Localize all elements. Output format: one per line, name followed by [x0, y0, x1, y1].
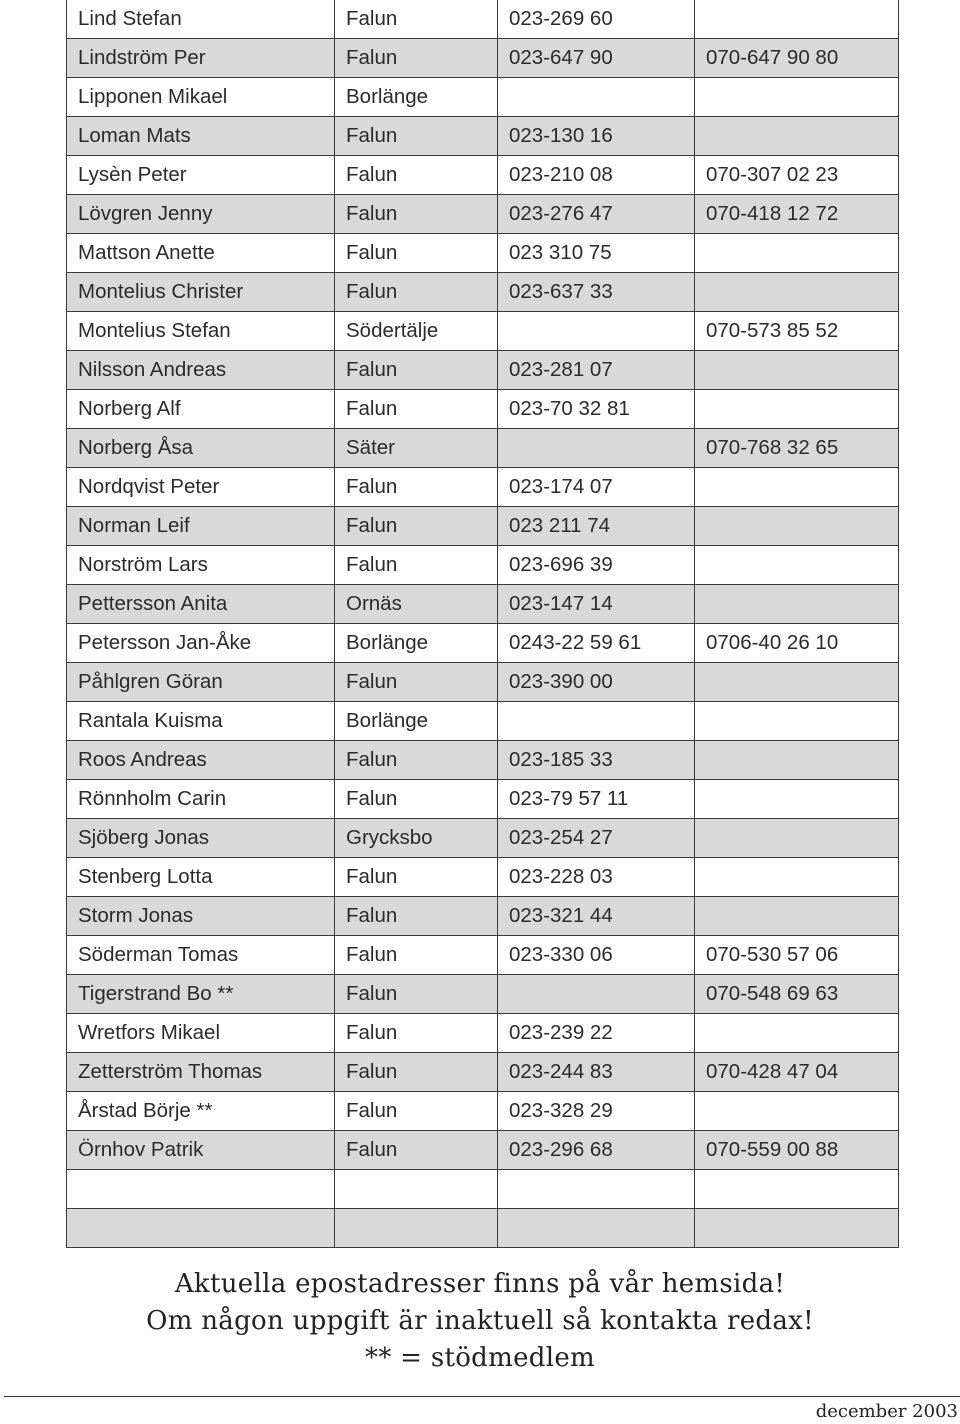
table-row — [67, 468, 899, 507]
table-row — [67, 390, 899, 429]
table-row — [67, 195, 899, 234]
member-city-cell: Borlänge — [335, 624, 498, 663]
member-name-cell: Årstad Börje ** — [67, 1092, 335, 1131]
member-mobile-cell — [695, 858, 899, 897]
table-row — [67, 1131, 899, 1170]
member-mobile-cell: 070-559 00 88 — [695, 1131, 899, 1170]
table-row — [67, 741, 899, 780]
member-name-cell: Pettersson Anita — [67, 585, 335, 624]
member-mobile-cell: 070-307 02 23 — [695, 156, 899, 195]
member-mobile-cell — [695, 819, 899, 858]
member-city-cell: Falun — [335, 936, 498, 975]
member-city-cell: Ornäs — [335, 585, 498, 624]
member-name-cell — [67, 1170, 335, 1209]
member-city-cell: Falun — [335, 507, 498, 546]
member-city-cell: Säter — [335, 429, 498, 468]
member-phone-cell: 023-281 07 — [498, 351, 695, 390]
member-phone-cell: 023-130 16 — [498, 117, 695, 156]
member-mobile-cell: 070-428 47 04 — [695, 1053, 899, 1092]
member-name-cell: Påhlgren Göran — [67, 663, 335, 702]
member-city-cell: Falun — [335, 546, 498, 585]
member-city-cell: Falun — [335, 1092, 498, 1131]
table-row — [67, 936, 899, 975]
member-city-cell: Falun — [335, 975, 498, 1014]
member-city-cell: Falun — [335, 234, 498, 273]
table-row — [67, 1170, 899, 1209]
member-city-cell: Falun — [335, 195, 498, 234]
member-city-cell: Falun — [335, 390, 498, 429]
member-mobile-cell: 070-573 85 52 — [695, 312, 899, 351]
member-mobile-cell — [695, 1170, 899, 1209]
table-row — [67, 585, 899, 624]
member-phone-cell: 023-696 39 — [498, 546, 695, 585]
member-city-cell: Falun — [335, 156, 498, 195]
email-note: Aktuella epostadresser finns på vår hemsida! — [174, 1269, 786, 1299]
member-mobile-cell: 0706-40 26 10 — [695, 624, 899, 663]
supporter-legend: ** = stödmedlem — [365, 1343, 595, 1373]
table-row — [67, 156, 899, 195]
member-city-cell: Falun — [335, 1053, 498, 1092]
member-phone-cell: 023-210 08 — [498, 156, 695, 195]
member-name-cell: Söderman Tomas — [67, 936, 335, 975]
page-rule — [4, 1396, 960, 1397]
member-name-cell: Petersson Jan-Åke — [67, 624, 335, 663]
table-row — [67, 858, 899, 897]
member-city-cell: Falun — [335, 897, 498, 936]
member-city-cell: Falun — [335, 273, 498, 312]
member-phone-cell: 023-228 03 — [498, 858, 695, 897]
member-mobile-cell — [695, 585, 899, 624]
member-name-cell: Norberg Åsa — [67, 429, 335, 468]
member-city-cell: Falun — [335, 741, 498, 780]
table-row — [67, 1053, 899, 1092]
table-row — [67, 234, 899, 273]
member-name-cell: Lövgren Jenny — [67, 195, 335, 234]
member-name-cell: Zetterström Thomas — [67, 1053, 335, 1092]
member-mobile-cell — [695, 78, 899, 117]
member-city-cell: Falun — [335, 351, 498, 390]
table-row — [67, 819, 899, 858]
member-city-cell: Falun — [335, 780, 498, 819]
member-city-cell: Falun — [335, 1131, 498, 1170]
member-name-cell: Montelius Christer — [67, 273, 335, 312]
member-city-cell: Falun — [335, 858, 498, 897]
table-row — [67, 624, 899, 663]
member-city-cell: Borlänge — [335, 702, 498, 741]
member-phone-cell: 023-296 68 — [498, 1131, 695, 1170]
member-phone-cell: 023-147 14 — [498, 585, 695, 624]
member-phone-cell: 023-174 07 — [498, 468, 695, 507]
member-phone-cell — [498, 702, 695, 741]
contact-note: Om någon uppgift är inaktuell så kontakta redax! — [146, 1306, 814, 1336]
member-city-cell: Falun — [335, 1014, 498, 1053]
member-phone-cell: 023-637 33 — [498, 273, 695, 312]
member-mobile-cell — [695, 1092, 899, 1131]
member-name-cell: Norberg Alf — [67, 390, 335, 429]
member-mobile-cell: 070-647 90 80 — [695, 39, 899, 78]
table-row — [67, 78, 899, 117]
table-row — [67, 663, 899, 702]
member-mobile-cell — [695, 780, 899, 819]
member-name-cell — [67, 1209, 335, 1248]
member-mobile-cell — [695, 390, 899, 429]
member-city-cell: Falun — [335, 39, 498, 78]
member-name-cell: Wretfors Mikael — [67, 1014, 335, 1053]
member-mobile-cell — [695, 741, 899, 780]
member-name-cell: Lind Stefan — [67, 0, 335, 39]
footer-notes — [0, 1266, 960, 1377]
member-phone-cell: 023-328 29 — [498, 1092, 695, 1131]
table-row — [67, 702, 899, 741]
member-phone-cell: 023 310 75 — [498, 234, 695, 273]
table-row — [67, 273, 899, 312]
member-phone-cell — [498, 429, 695, 468]
member-mobile-cell — [695, 546, 899, 585]
member-phone-cell: 023-321 44 — [498, 897, 695, 936]
member-phone-cell: 023-254 27 — [498, 819, 695, 858]
table-row — [67, 429, 899, 468]
table-row — [67, 780, 899, 819]
member-name-cell: Loman Mats — [67, 117, 335, 156]
member-phone-cell: 023-276 47 — [498, 195, 695, 234]
member-phone-cell — [498, 1209, 695, 1248]
table-row — [67, 1014, 899, 1053]
table-row — [67, 0, 899, 39]
member-phone-cell: 023-269 60 — [498, 0, 695, 39]
table-row — [67, 897, 899, 936]
member-name-cell: Stenberg Lotta — [67, 858, 335, 897]
table-row — [67, 975, 899, 1014]
member-phone-cell: 023-390 00 — [498, 663, 695, 702]
member-mobile-cell — [695, 1209, 899, 1248]
member-name-cell: Rönnholm Carin — [67, 780, 335, 819]
member-city-cell: Falun — [335, 663, 498, 702]
member-city-cell: Falun — [335, 117, 498, 156]
member-phone-cell: 0243-22 59 61 — [498, 624, 695, 663]
member-name-cell: Norström Lars — [67, 546, 335, 585]
member-phone-cell — [498, 1170, 695, 1209]
member-mobile-cell: 070-530 57 06 — [695, 936, 899, 975]
issue-date: december 2003 — [815, 1401, 958, 1422]
member-mobile-cell — [695, 234, 899, 273]
member-mobile-cell: 070-418 12 72 — [695, 195, 899, 234]
member-city-cell: Falun — [335, 0, 498, 39]
table-row — [67, 117, 899, 156]
table-row — [67, 1092, 899, 1131]
member-name-cell: Rantala Kuisma — [67, 702, 335, 741]
member-phone-cell: 023-647 90 — [498, 39, 695, 78]
member-phone-cell: 023-185 33 — [498, 741, 695, 780]
member-name-cell: Lysèn Peter — [67, 156, 335, 195]
member-phone-cell — [498, 78, 695, 117]
member-name-cell: Roos Andreas — [67, 741, 335, 780]
member-name-cell: Storm Jonas — [67, 897, 335, 936]
member-phone-cell: 023 211 74 — [498, 507, 695, 546]
member-name-cell: Sjöberg Jonas — [67, 819, 335, 858]
member-phone-cell: 023-330 06 — [498, 936, 695, 975]
member-table — [66, 0, 899, 1248]
member-phone-cell: 023-70 32 81 — [498, 390, 695, 429]
member-name-cell: Montelius Stefan — [67, 312, 335, 351]
member-phone-cell — [498, 975, 695, 1014]
table-row — [67, 546, 899, 585]
member-mobile-cell: 070-768 32 65 — [695, 429, 899, 468]
member-rows — [67, 0, 899, 1248]
member-name-cell: Tigerstrand Bo ** — [67, 975, 335, 1014]
member-phone-cell — [498, 312, 695, 351]
table-row — [67, 507, 899, 546]
member-city-cell — [335, 1170, 498, 1209]
table-row — [67, 1209, 899, 1248]
member-mobile-cell — [695, 1014, 899, 1053]
table-row — [67, 39, 899, 78]
member-phone-cell: 023-79 57 11 — [498, 780, 695, 819]
member-city-cell: Södertälje — [335, 312, 498, 351]
member-mobile-cell — [695, 897, 899, 936]
table-row — [67, 351, 899, 390]
member-name-cell: Nordqvist Peter — [67, 468, 335, 507]
member-city-cell: Grycksbo — [335, 819, 498, 858]
member-mobile-cell: 070-548 69 63 — [695, 975, 899, 1014]
member-city-cell: Falun — [335, 468, 498, 507]
member-mobile-cell — [695, 702, 899, 741]
member-name-cell: Norman Leif — [67, 507, 335, 546]
member-mobile-cell — [695, 468, 899, 507]
member-name-cell: Nilsson Andreas — [67, 351, 335, 390]
member-name-cell: Örnhov Patrik — [67, 1131, 335, 1170]
table-row — [67, 312, 899, 351]
member-phone-cell: 023-239 22 — [498, 1014, 695, 1053]
member-mobile-cell — [695, 117, 899, 156]
member-city-cell: Borlänge — [335, 78, 498, 117]
member-mobile-cell — [695, 351, 899, 390]
member-name-cell: Lipponen Mikael — [67, 78, 335, 117]
member-mobile-cell — [695, 273, 899, 312]
member-city-cell — [335, 1209, 498, 1248]
member-mobile-cell — [695, 663, 899, 702]
member-name-cell: Lindström Per — [67, 39, 335, 78]
member-mobile-cell — [695, 507, 899, 546]
member-mobile-cell — [695, 0, 899, 39]
member-name-cell: Mattson Anette — [67, 234, 335, 273]
member-phone-cell: 023-244 83 — [498, 1053, 695, 1092]
